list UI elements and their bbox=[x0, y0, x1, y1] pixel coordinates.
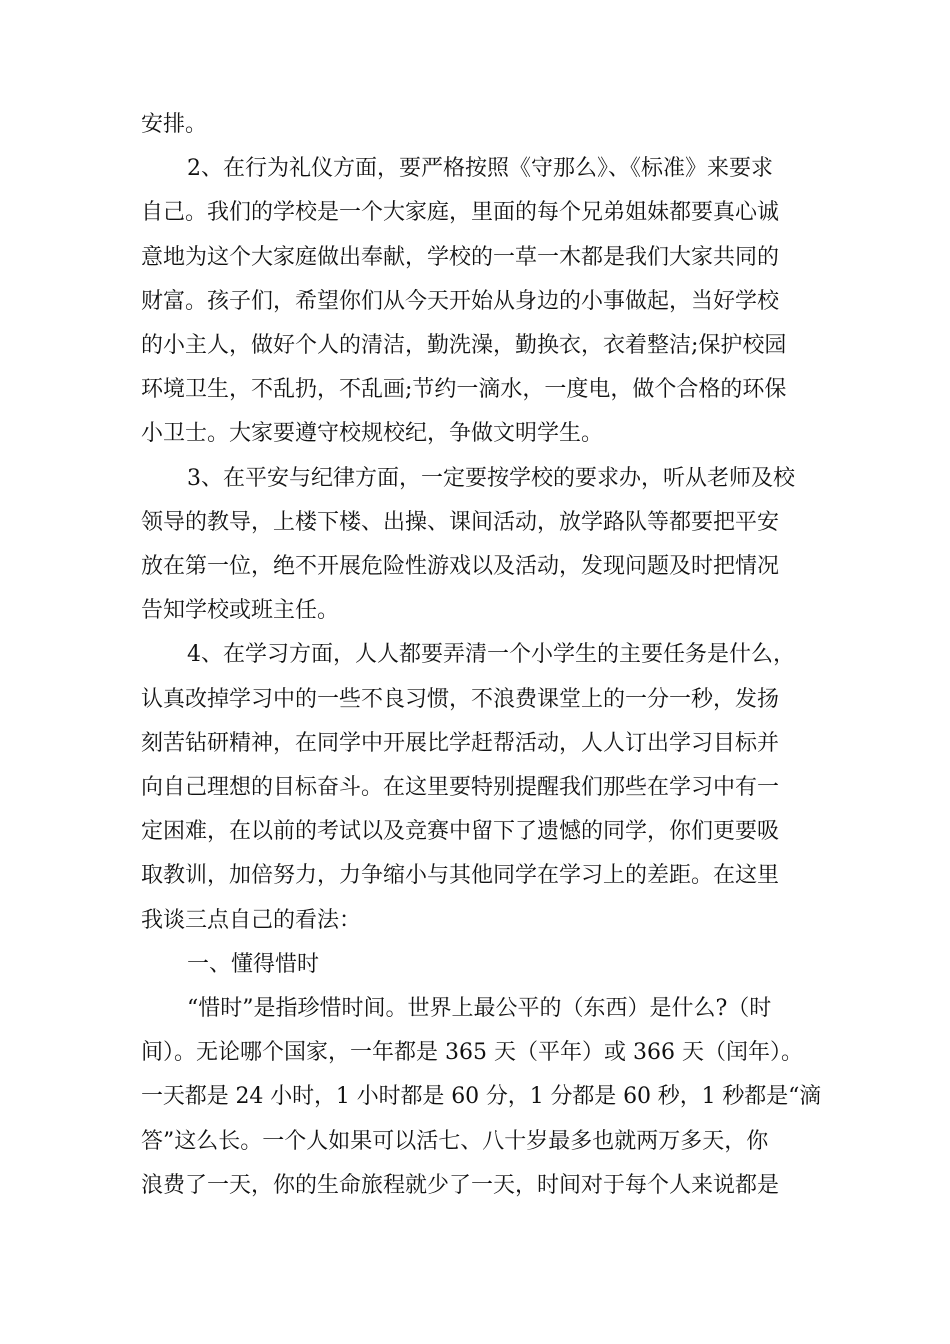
text-line: 3、在平安与纪律方面，一定要按学校的要求办，听从老师及校 bbox=[187, 466, 795, 491]
text-line: 小卫士。大家要遵守校规校纪，争做文明学生。 bbox=[141, 421, 604, 446]
text-line: 认真改掉学习中的一些不良习惯，不浪费课堂上的一分一秒，发扬 bbox=[141, 687, 780, 712]
text-line: 放在第一位，绝不开展危险性游戏以及活动，发现问题及时把情况 bbox=[141, 554, 780, 579]
text-line: 一天都是 24 小时，1 小时都是 60 分，1 分都是 60 秒，1 秒都是“滴 bbox=[141, 1084, 822, 1109]
text-line: 间）。无论哪个国家，一年都是 365 天（平年）或 366 天（闰年）。 bbox=[141, 1040, 803, 1065]
text-line: 我谈三点自己的看法： bbox=[141, 908, 362, 933]
text-line: 财富。孩子们，希望你们从今天开始从身边的小事做起，当好学校 bbox=[141, 289, 780, 314]
text-line: 浪费了一天，你的生命旅程就少了一天，时间对于每个人来说都是 bbox=[141, 1173, 780, 1198]
text-line: 答”这么长。一个人如果可以活七、八十岁最多也就两万多天，你 bbox=[141, 1129, 769, 1154]
text-line: 意地为这个大家庭做出奉献，学校的一草一木都是我们大家共同的 bbox=[141, 245, 780, 270]
text-line: 4、在学习方面，人人都要弄清一个小学生的主要任务是什么， bbox=[187, 642, 795, 667]
text-line: 2、在行为礼仪方面，要严格按照《守那么》、《标准》来要求 bbox=[187, 156, 773, 181]
text-line: 刻苦钻研精神，在同学中开展比学赶帮活动，人人订出学习目标并 bbox=[141, 731, 780, 756]
text-line: 安排。 bbox=[141, 112, 208, 137]
text-line: “惜时”是指珍惜时间。世界上最公平的（东西）是什么?（时 bbox=[187, 996, 772, 1021]
text-line: 一、懂得惜时 bbox=[187, 952, 320, 977]
text-line: 自己。我们的学校是一个大家庭，里面的每个兄弟姐妹都要真心诚 bbox=[141, 200, 780, 225]
text-line: 定困难，在以前的考试以及竞赛中留下了遗憾的同学，你们更要吸 bbox=[141, 819, 780, 844]
text-line: 告知学校或班主任。 bbox=[141, 598, 340, 623]
text-line: 环境卫生，不乱扔，不乱画;节约一滴水，一度电，做个合格的环保 bbox=[141, 377, 787, 402]
text-line: 的小主人，做好个人的清洁，勤洗澡，勤换衣，衣着整洁;保护校园 bbox=[141, 333, 787, 358]
text-line: 向自己理想的目标奋斗。在这里要特别提醒我们那些在学习中有一 bbox=[141, 775, 780, 800]
text-line: 取教训，加倍努力，力争缩小与其他同学在学习上的差距。在这里 bbox=[141, 863, 780, 888]
text-line: 领导的教导，上楼下楼、出操、课间活动，放学路队等都要把平安 bbox=[141, 510, 780, 535]
